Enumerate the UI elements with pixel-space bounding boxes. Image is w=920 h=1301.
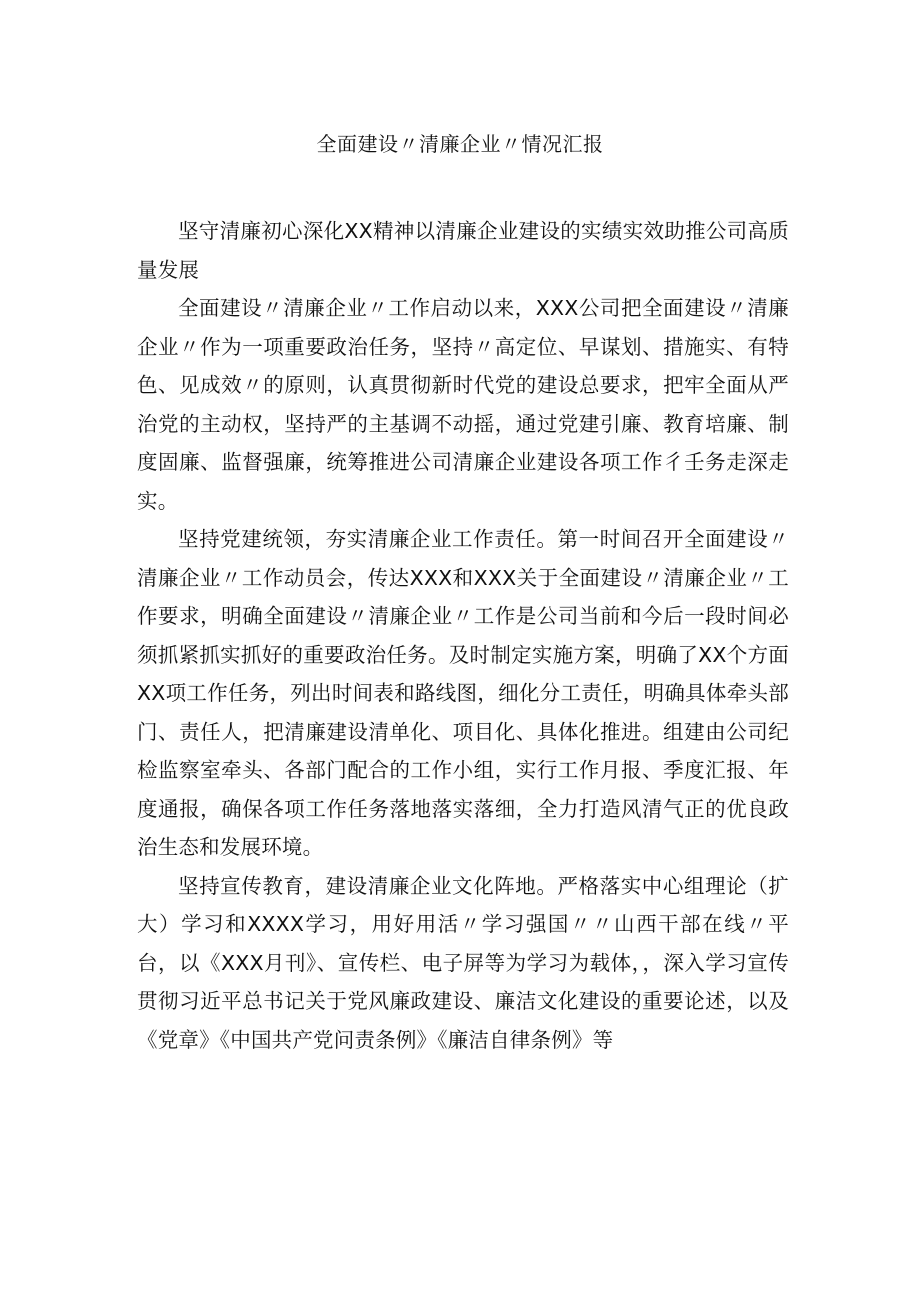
page-title: 全面建设〃清廉企业〃情况汇报 bbox=[316, 132, 604, 156]
paragraph-party-building: 坚持党建统领，夯实清廉企业工作责任。第一时间召开全面建设〃清廉企业〃工作动员会，传达XXX和XXX关于全面建设〃清廉企业〃工作要求，明确全面建设〃清廉企业〃工作是公司当前和今后一段时间必须抓紧抓实抓好的重要政治任务。及时制定实施方案，明确了XX个方面XX项工作任务，列出时间表和路线图，细化分工责任，明确具体牵头部门、责任人，把清廉建设清单化、项目化、具体化推进。组建由公司纪检监察室牵头、各部门配合的工作小组，实行工作月报、季度汇报、年度通报，确保各项工作任务落地落实落细，全力打造风清气正的优良政治生态和发展环境。 bbox=[137, 527, 789, 859]
document-body bbox=[137, 212, 789, 1059]
subtitle-paragraph: 坚守清廉初心深化XX精神以清廉企业建设的实绩实效助推公司高质量发展 bbox=[137, 219, 789, 282]
paragraph-publicity-education: 坚持宣传教育，建设清廉企业文化阵地。严格落实中心组理论（扩大）学习和XXXX学习，用好用活〃学习强国〃〃山西干部在线〃平台，以《XXX月刊》、宣传栏、电子屏等为学习为载体，，深入学习宣传贯彻习近平总书记关于党风廉政建设、廉洁文化建设的重要论述，以及《党章》《中国共产党问责条例》《廉洁自律条例》等 bbox=[137, 873, 789, 1052]
paragraph-intro: 全面建设〃清廉企业〃工作启动以来，XXX公司把全面建设〃清廉企业〃作为一项重要政治任务，坚持〃高定位、早谋划、措施实、有特色、见成效〃的原则，认真贯彻新时代党的建设总要求，把牢全面从严治党的主动权，坚持严的主基调不动摇，通过党建引廉、教育培廉、制度固廉、监督强廉，统筹推进公司清廉企业建设各项工作彳壬务走深走实。 bbox=[137, 296, 789, 513]
